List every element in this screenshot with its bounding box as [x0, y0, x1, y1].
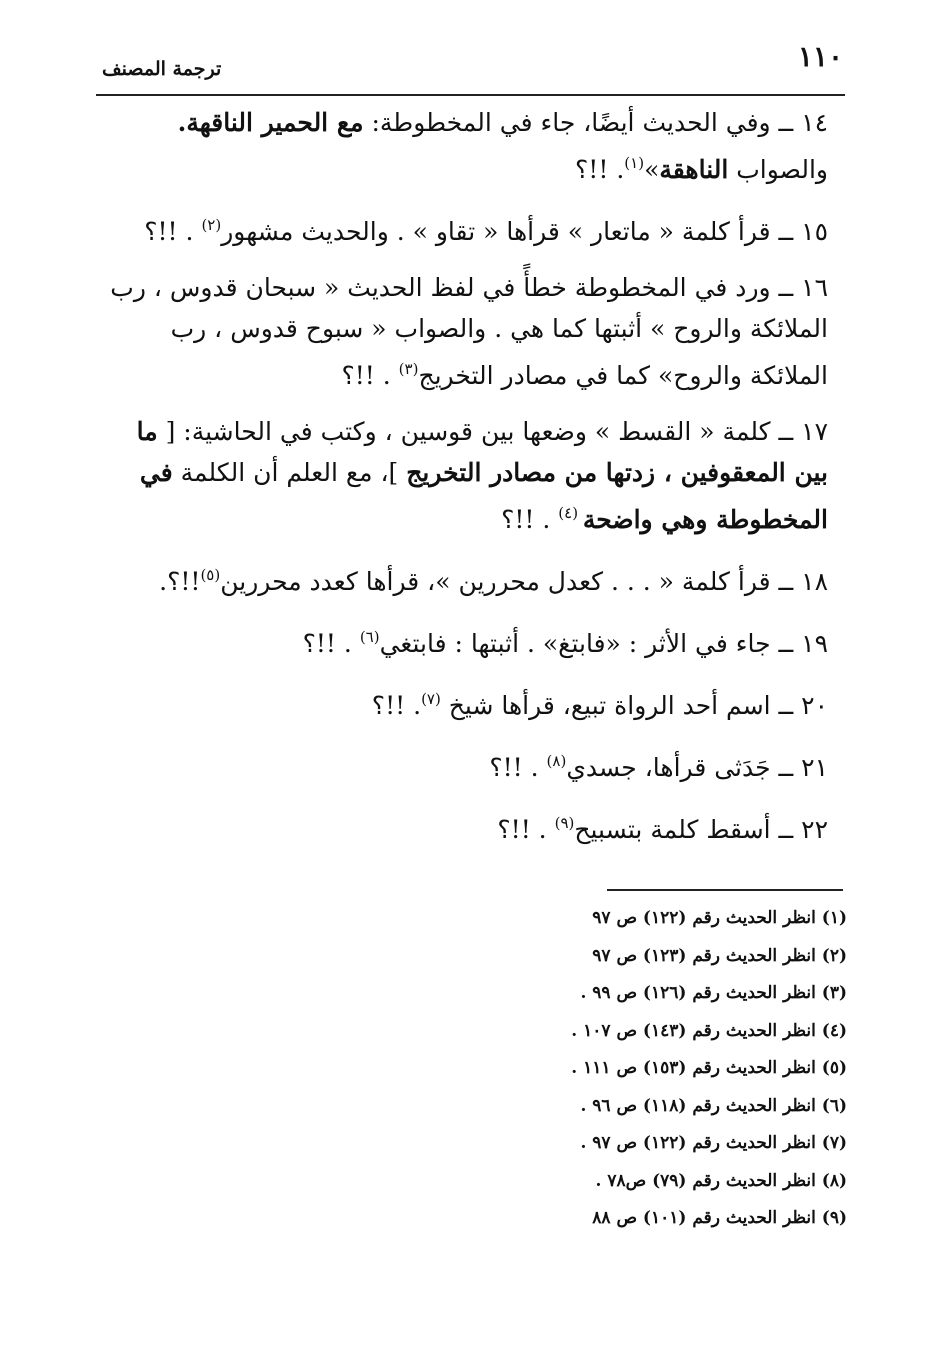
page-header	[96, 40, 845, 96]
text-run: ١٥ ــ قرأ كلمة « ماتعار » قرأها « تقاو » . والحديث مشهور	[221, 217, 828, 246]
text-run: ]، مع العلم أن الكلمة	[172, 458, 407, 487]
page-number: ١١٠	[797, 40, 843, 73]
entry-18	[96, 555, 828, 602]
footnote-9: (٩) انظر الحديث رقم (١٠١) ص ٨٨	[592, 1208, 847, 1228]
footnote-ref: (٦)	[359, 628, 380, 646]
footnote-2: (٢) انظر الحديث رقم (١٢٣) ص ٩٧	[592, 945, 847, 966]
text-run: !!؟.	[159, 567, 201, 596]
text-run: . !!؟	[501, 505, 559, 534]
text-run: ١٨ ــ قرأ كلمة « . . . كعدل محررين »، قرأها كعدد محررين	[220, 567, 828, 596]
text-run: . !!؟	[575, 155, 625, 184]
entry-21	[96, 741, 828, 788]
footnote-5: (٥) انظر الحديث رقم (١٥٣) ص ١١١ .	[571, 1058, 847, 1078]
entry-17	[96, 411, 828, 540]
text-run: . !!؟	[371, 691, 422, 720]
footnote-ref: (٤)	[558, 504, 583, 522]
text-run: ١٦ ــ ورد في المخطوطة خطأً في لفظ الحديث « سبحان قدوس ، رب الملائكة والروح » أثبتها كما هي . والصواب « سبوح قدوس ، رب الملائكة والروح» كما في مصادر التخريج	[110, 273, 828, 390]
footnotes	[427, 900, 847, 1238]
footnote-ref: (٣)	[398, 360, 419, 378]
bold-text: الناهقة	[659, 155, 729, 184]
text-run: . !!؟	[489, 753, 547, 782]
entry-15	[96, 205, 828, 252]
entry-16	[96, 267, 828, 396]
footnote-6: (٦) انظر الحديث رقم (١١٨) ص ٩٦ .	[580, 1095, 847, 1116]
footnote-ref: (٩)	[554, 814, 575, 832]
text-run: . !!؟	[341, 361, 399, 390]
bold-text: ما بين المعقوفين ، زدتها من مصادر التخريج	[136, 417, 828, 487]
running-title: ترجمة المصنف	[102, 58, 222, 80]
footnote-1: (١) انظر الحديث رقم (١٢٢) ص ٩٧	[592, 908, 847, 928]
bold-text: مع الحمير الناقهة.	[177, 108, 364, 137]
footnote-ref: (٧)	[421, 690, 441, 708]
entry-14	[96, 102, 828, 190]
footnote-ref: (٢)	[201, 216, 222, 234]
footnote-7: (٧) انظر الحديث رقم (١٢٢) ص ٩٧ .	[580, 1133, 847, 1153]
text-run: ١٩ ــ جاء في الأثر : «فابتغ» . أثبتها : فابتغي	[379, 629, 828, 658]
entry-22	[96, 803, 828, 850]
footnote-ref: (٨)	[546, 752, 567, 770]
text-run: ١٤ ــ وفي الحديث أيضًا، جاء في المخطوطة:	[363, 108, 828, 137]
text-run: ١٧ ــ كلمة « القسط » وضعها بين قوسين ، وكتب في الحاشية: [	[157, 417, 828, 446]
text-run: ٢٠ ــ اسم أحد الرواة تبيع، قرأها شيخ	[440, 691, 828, 720]
entry-19	[96, 617, 828, 664]
text-run: . !!؟	[302, 629, 360, 658]
footnote-ref: (٥)	[200, 566, 221, 584]
footnote-3: (٣) انظر الحديث رقم (١٢٦) ص ٩٩ .	[580, 983, 847, 1003]
text-run: . !!؟	[497, 815, 555, 844]
footnote-ref: (١)	[624, 154, 645, 172]
text-run: والصواب	[728, 155, 828, 184]
text-run: ٢١ ــ جَدَثى قرأها، جسدي	[566, 753, 828, 782]
text-run: . !!؟	[144, 217, 202, 246]
footnote-8: (٨) انظر الحديث رقم (٧٩) ص٧٨ .	[595, 1170, 847, 1191]
text-run: ٢٢ ــ أسقط كلمة بتسبيح	[574, 815, 828, 844]
footnote-4: (٤) انظر الحديث رقم (١٤٣) ص ١٠٧ .	[571, 1020, 847, 1041]
bold-text: في المخطوطة وهي واضحة	[139, 458, 828, 534]
main-text	[96, 102, 828, 865]
text-run: »	[644, 155, 660, 184]
entry-20	[96, 679, 828, 726]
footnote-separator	[607, 889, 843, 891]
